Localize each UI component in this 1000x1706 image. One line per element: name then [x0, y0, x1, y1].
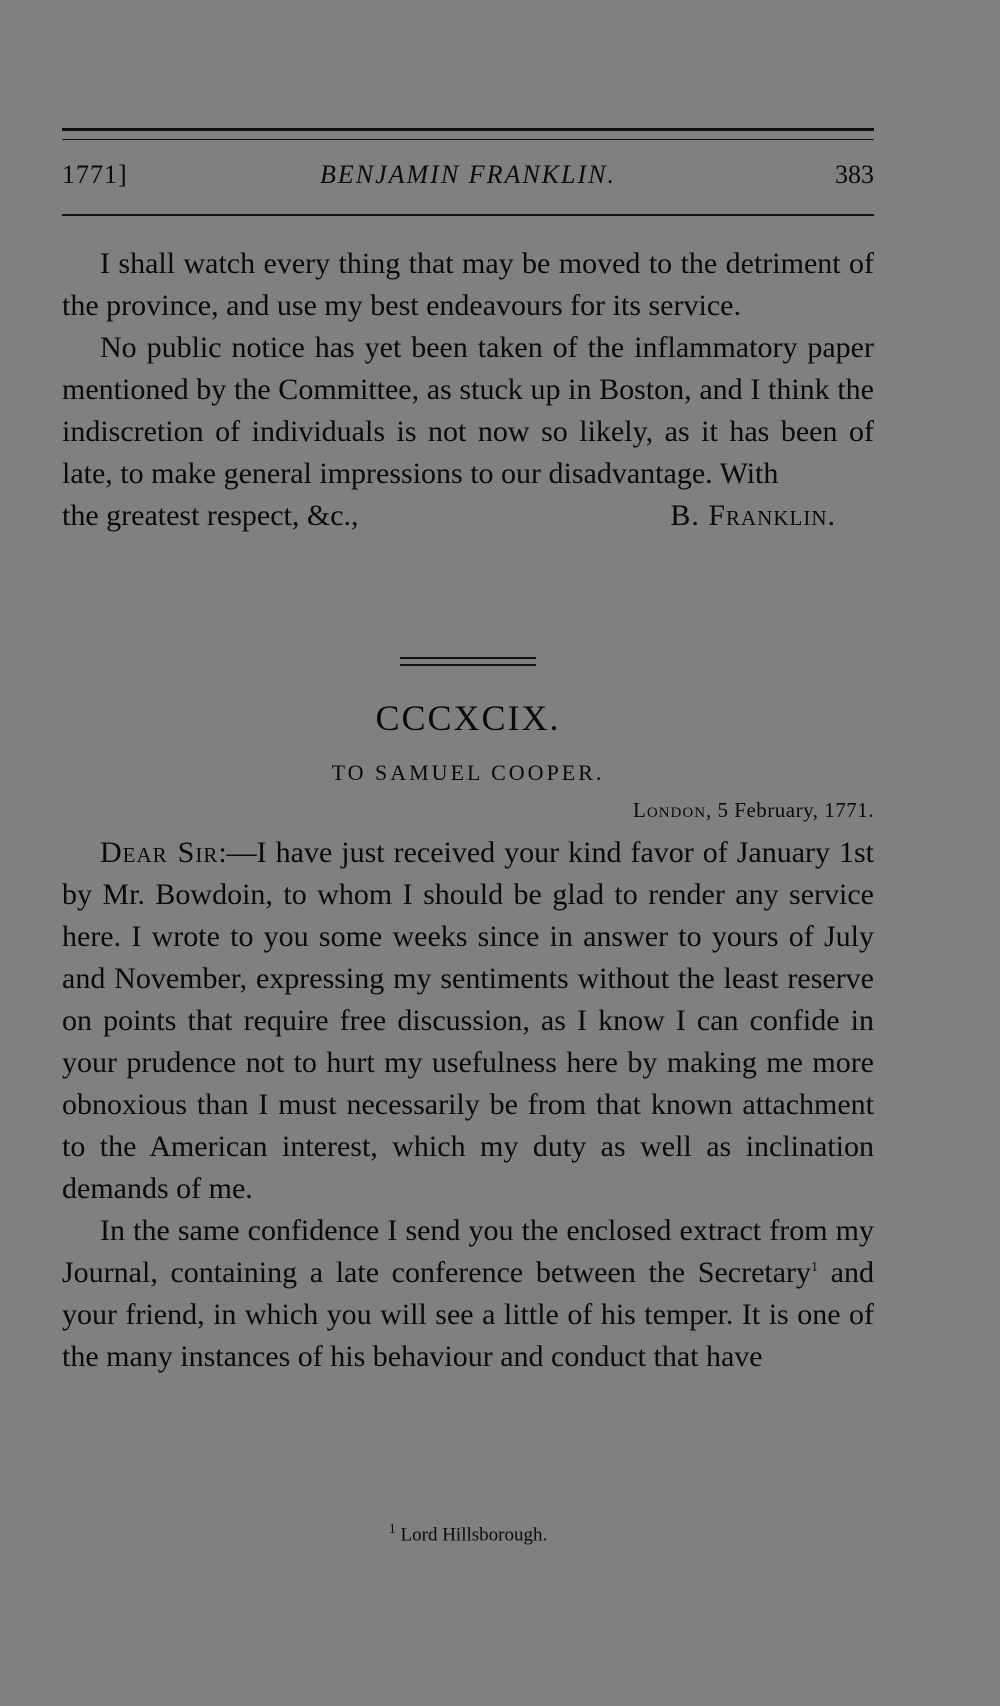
- footnote: [62, 1522, 874, 1546]
- paragraph-text: and your friend, in which you will see a little of his temper. It is one of the many instances of his behaviour and conduct that have: [62, 1256, 874, 1373]
- header-year: 1771]: [62, 160, 128, 189]
- signature: B. Franklin.: [670, 499, 836, 532]
- section-divider: [400, 664, 536, 666]
- continued-letter: [62, 243, 874, 537]
- paragraph: [62, 832, 874, 1210]
- salutation: Dear Sir: [100, 836, 219, 869]
- paragraph: I shall watch every thing that may be moved to the detriment of the province, and use my best endeavours for its service.: [62, 247, 874, 322]
- closing: the greatest respect, &c.,: [62, 499, 359, 532]
- header-rule: [62, 214, 874, 216]
- top-rule-thin: [62, 139, 874, 140]
- header-title: BENJAMIN FRANKLIN.: [320, 160, 616, 189]
- running-header: [62, 160, 874, 200]
- dateline-place: London: [633, 798, 707, 822]
- paragraph-text: In the same confidence I send you the enclosed extract from my Journal, containing a late conference between the Secretary: [62, 1214, 874, 1289]
- letter-number: CCCXCIX.: [375, 698, 561, 738]
- dateline: [633, 798, 874, 823]
- book-page: [62, 0, 874, 1706]
- footnote-marker: 1: [388, 1522, 396, 1537]
- dateline-date: , 5 February, 1771.: [706, 798, 874, 822]
- section-divider: [400, 657, 536, 659]
- footnote-reference: 1: [811, 1260, 819, 1275]
- letter-recipient: TO SAMUEL COOPER.: [331, 760, 605, 785]
- paragraph-text: :—I have just received your kind favor of January 1st by Mr. Bowdoin, to whom I should be glad to render any service here. I wrote to you some weeks since in answer to yours of July and November, expressing my sentiments without the least reserve on points that require free discussion, as I know I can confide in your prudence not to hurt my usefulness here by making me more obnoxious than I must necessarily be from that known attachment to the American interest, which my duty as well as inclination demands of me.: [62, 836, 874, 1205]
- page-number: 383: [835, 160, 874, 189]
- closing-line: [62, 495, 874, 537]
- paragraph: [62, 1210, 874, 1378]
- letter-body: [62, 832, 874, 1378]
- footnote-text: Lord Hillsborough.: [395, 1524, 548, 1546]
- paragraph: No public notice has yet been taken of the inflammatory paper mentioned by the Committee, as stuck up in Boston, and I think the indiscretion of individuals is not now so likely, as it has been of late, to make general impressions to our disadvantage. With: [62, 331, 874, 490]
- top-rule-thick: [62, 128, 874, 131]
